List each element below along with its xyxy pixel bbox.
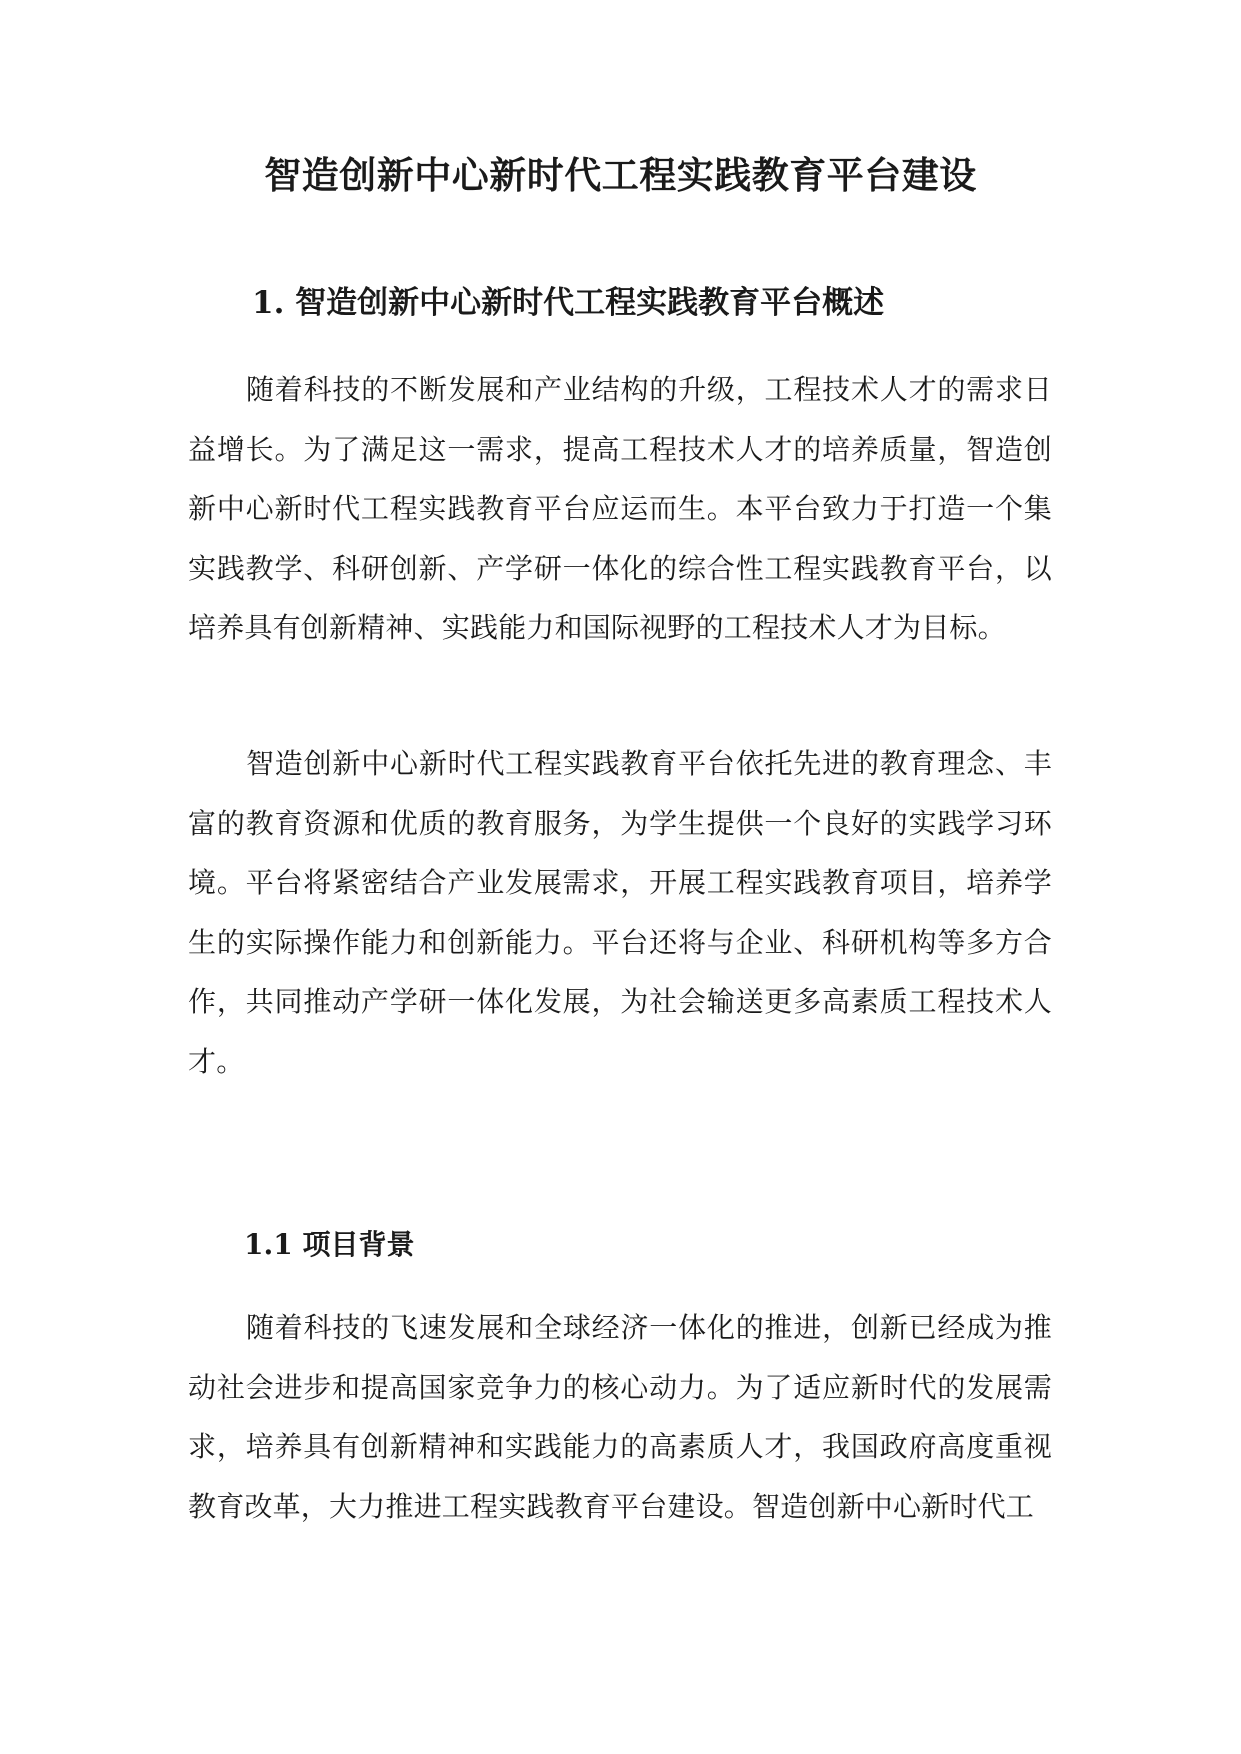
subsection-heading: 1.1 项目背景 — [244, 1228, 415, 1261]
body-paragraph: 随着科技的不断发展和产业结构的升级，工程技术人才的需求日益增长。为了满足这一需求，提高工程技术人才的培养质量，智造创新中心新时代工程实践教育平台应运而生。本平台致力于打造一个集实践教学、科研创新、产学研一体化的综合性工程实践教育平台，以培养具有创新精神、实践能力和国际视野的工程技术人才为目标。 — [188, 373, 1052, 644]
section-heading: 1. 智造创新中心新时代工程实践教育平台概述 — [252, 285, 885, 321]
document-title: 智造创新中心新时代工程实践教育平台建设 — [264, 153, 977, 197]
body-paragraph: 智造创新中心新时代工程实践教育平台依托先进的教育理念、丰富的教育资源和优质的教育服务，为学生提供一个良好的实践学习环境。平台将紧密结合产业发展需求，开展工程实践教育项目，培养学生的实际操作能力和创新能力。平台还将与企业、科研机构等多方合作，共同推动产学研一体化发展，为社会输送更多高素质工程技术人才。 — [188, 747, 1052, 1078]
body-paragraph: 随着科技的飞速发展和全球经济一体化的推进，创新已经成为推动社会进步和提高国家竞争力的核心动力。为了适应新时代的发展需求，培养具有创新精神和实践能力的高素质人才，我国政府高度重视教育改革，大力推进工程实践教育平台建设。智造创新中心新时代工 — [188, 1311, 1052, 1523]
